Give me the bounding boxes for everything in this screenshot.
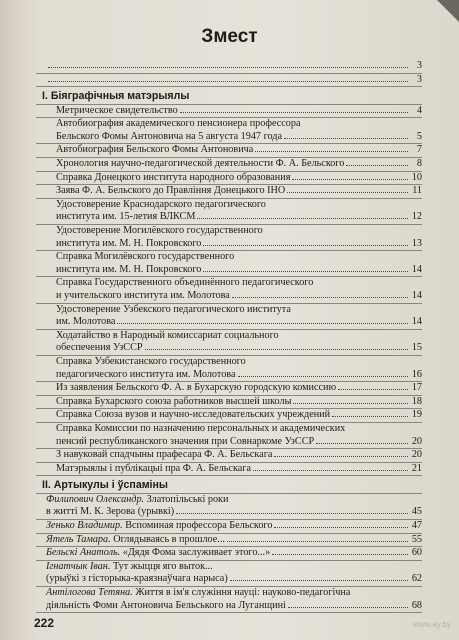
page-title: Змест	[201, 26, 258, 47]
toc-entry	[36, 534, 422, 547]
toc-entry-title: института им. М. Н. Покровского	[56, 263, 202, 275]
toc-entry	[36, 172, 422, 185]
toc-entry-text	[56, 158, 344, 171]
toc-entry-line	[46, 573, 422, 586]
toc-entry-line	[56, 225, 422, 238]
toc-entry	[36, 225, 422, 250]
toc-entry-line	[56, 436, 422, 449]
toc-page-number: 62	[411, 573, 422, 585]
toc-page-number: 18	[411, 395, 422, 407]
toc-entry-title: «Дядя Фома заслуживает этого...»	[122, 547, 271, 559]
toc-entry-text	[46, 534, 225, 547]
toc-entry-line	[46, 74, 422, 87]
toc-entry-text	[56, 225, 263, 238]
toc-page-number: 19	[411, 409, 422, 421]
toc-entry-line	[46, 60, 422, 73]
toc-page-number: 14	[411, 316, 422, 328]
toc-leader-dots	[203, 271, 408, 272]
toc-page-number: 14	[411, 263, 422, 275]
toc-leader-dots	[287, 192, 408, 193]
toc-entry-author: Ігнатчык Іван.	[46, 560, 111, 572]
toc-entry-line	[56, 342, 422, 355]
toc-leader-dots	[274, 456, 408, 457]
toc-entry	[36, 561, 422, 586]
toc-leader-dots	[230, 580, 408, 581]
toc-entry	[36, 520, 422, 533]
toc-entry-line	[56, 316, 422, 329]
toc-entry-text	[56, 463, 251, 476]
toc-entry-text	[56, 449, 272, 462]
toc-entry-author: Ятель Тамара.	[46, 533, 111, 545]
toc-page-number: 3	[416, 73, 422, 85]
toc-page-number: 45	[411, 506, 422, 518]
toc-entry-text	[56, 185, 285, 198]
toc-leader-dots	[346, 165, 408, 166]
toc-entry-line	[56, 463, 422, 476]
toc-entry-title: Справка Комиссии по назначению персональных и академических	[56, 422, 346, 434]
toc-leader-dots	[227, 541, 408, 542]
toc-entry	[36, 105, 422, 118]
toc-entry-line	[56, 158, 422, 171]
toc-entry	[36, 199, 422, 224]
toc-entry-text	[46, 587, 350, 600]
toc-entry-text	[56, 144, 253, 157]
toc-leader-dots	[292, 179, 408, 180]
toc-entry-text	[56, 251, 234, 264]
toc-leader-dots	[293, 403, 408, 404]
toc-entry-title: Бельского Фомы Антоновича на 5 августа 1947 года	[56, 130, 283, 142]
toc-leader-dots	[338, 389, 408, 390]
toc-entry-line	[56, 449, 422, 462]
toc-entry	[36, 587, 422, 612]
toc-entry-text	[56, 330, 279, 343]
toc-entry-line	[56, 199, 422, 212]
toc-entry-text	[56, 290, 230, 303]
toc-entry-line	[56, 185, 422, 198]
toc-entry-title: (урыўкі з гісторыка-краязнаўчага нарыса)	[46, 573, 228, 585]
toc-entry-title: Справка Могилёвского государственного	[56, 251, 235, 263]
toc-leader-dots	[176, 513, 408, 514]
toc-entry-line	[56, 131, 422, 144]
toc-entry-author: Филипович Олександр.	[46, 493, 145, 505]
toc-entry-text	[56, 382, 336, 395]
toc-entry-text	[56, 118, 300, 131]
toc-leader-dots	[253, 470, 408, 471]
toc-page-number: 14	[411, 290, 422, 301]
toc-entry-line	[56, 369, 422, 382]
toc-entry	[36, 60, 422, 73]
toc-entry-text	[56, 304, 291, 317]
toc-entry	[36, 449, 422, 462]
toc-entry	[36, 144, 422, 157]
toc-page-number: 20	[411, 449, 422, 461]
toc-entry-title: Життя в ім'я служіння науці: науково-педагогічна	[135, 586, 351, 598]
toc-entry-line	[56, 105, 422, 118]
toc-entry-title: Ходатайство в Народный комиссариат социального	[56, 329, 279, 341]
toc-entry-title: Справка Государственного объединённого педагогического	[56, 277, 314, 289]
toc-page-number: 20	[411, 435, 422, 447]
toc-entry-line	[56, 238, 422, 251]
toc-entry-line	[56, 423, 422, 436]
toc-entry-line	[46, 520, 422, 533]
toc-entry-text	[46, 547, 270, 560]
toc-leader-dots	[180, 112, 408, 113]
toc-entry-text	[56, 172, 290, 185]
page-corner-shadow	[437, 0, 459, 22]
toc-entry-text	[56, 199, 266, 212]
toc-entry	[36, 304, 422, 329]
toc-leader-dots	[48, 67, 408, 68]
toc-leader-dots	[117, 323, 408, 324]
toc-entry-title: Вспоминая профессора Бельского	[125, 520, 273, 531]
toc-entry	[36, 423, 422, 448]
toc-entry-author: Бельскі Анатоль.	[46, 547, 121, 559]
toc-entry-title: обеспечения УзССР	[56, 342, 143, 354]
toc-entry-title: Автобиография Бельского Фомы Антоновича	[56, 144, 254, 156]
toc-page-number: 8	[416, 158, 422, 170]
toc-separator	[36, 86, 422, 87]
toc-entry-title: Златопільські роки	[146, 493, 229, 505]
toc-separator	[36, 612, 422, 613]
toc-entry-title: Оглядываясь в прошлое...	[113, 533, 225, 545]
toc-leader-dots	[284, 138, 408, 139]
toc-entry-title: и учительского института им. Молотова	[56, 290, 230, 301]
toc-entry-title: Справка Союза вузов и научно-исследовательских учреждений	[56, 409, 331, 421]
toc-page-number: 60	[411, 547, 422, 559]
toc-entry	[36, 494, 422, 519]
toc-page-number: 21	[411, 462, 422, 474]
toc-entry-text	[56, 316, 115, 329]
toc-page-number: 12	[411, 211, 422, 223]
toc-entry-title: Справка Донецкого института народного образования	[56, 171, 291, 183]
toc-entry-author: Антілогова Тетяна.	[46, 586, 133, 598]
toc-entry-text	[56, 342, 143, 355]
toc-entry-title: Матэрыялы і публікацыі пра Ф. А. Бельскага	[56, 462, 251, 474]
toc-entry-title: Хронология научно-педагогической деятельности Ф. А. Бельского	[56, 158, 345, 170]
toc-entry-title: Из заявления Бельского Ф. А. в Бухарскую городскую комиссию	[56, 382, 337, 394]
toc-entry-title: Автобиография академического пенсионера профессора	[56, 118, 301, 130]
toc-entry-line	[56, 172, 422, 185]
toc-entry-text	[56, 409, 330, 422]
toc-entry-title: Удостоверение Краснодарского педагогического	[56, 198, 266, 210]
toc-entry-text	[46, 494, 228, 507]
toc-entry-line	[56, 290, 422, 303]
toc-entry-line	[56, 330, 422, 343]
toc-entry-title: Справка Узбекистанского государственного	[56, 355, 246, 367]
toc-entry-line	[56, 382, 422, 395]
toc-entry-text	[56, 396, 291, 409]
toc-entry-text	[46, 561, 213, 574]
toc-entry	[36, 463, 422, 476]
toc-page-number: 13	[411, 237, 422, 249]
toc-entry-text	[46, 600, 286, 613]
toc-entry	[36, 158, 422, 171]
toc-entry-title: Метрическое свидетельство	[56, 104, 178, 116]
toc-leader-dots	[316, 443, 408, 444]
toc-entry-title: в житті М. К. Зерова (урывкі)	[46, 506, 175, 518]
toc-entry-title: пенсий республиканского значения при Совнаркоме УзССР	[56, 435, 315, 447]
toc-entry	[36, 382, 422, 395]
toc-leader-dots	[288, 607, 408, 608]
toc-entry-text	[46, 506, 174, 519]
toc-page-number: 4	[416, 104, 422, 116]
toc-entry-line	[46, 506, 422, 519]
toc-entry-text	[56, 238, 201, 251]
toc-leader-dots	[332, 416, 408, 417]
toc-leader-dots	[238, 376, 409, 377]
toc-entry-line	[56, 251, 422, 264]
toc-entry-text	[46, 520, 272, 533]
toc-entry-text	[46, 573, 228, 586]
toc-entry-line	[56, 304, 422, 317]
toc-entry-line	[56, 409, 422, 422]
toc-entry	[36, 409, 422, 422]
toc-entry-title: института им. 15-летия ВЛКСМ	[56, 211, 196, 223]
toc-entry	[36, 74, 422, 87]
toc-entry-line	[46, 561, 422, 574]
toc-entry-author: Зенько Владимир.	[46, 520, 123, 531]
toc-entry-title: діяльність Фоми Антоновича Бельського на Луганщині	[46, 599, 286, 611]
toc-page-number: 16	[411, 368, 422, 380]
toc-entry	[36, 251, 422, 276]
toc-entry-text	[56, 264, 201, 277]
toc-entry-text	[56, 423, 345, 436]
toc-leader-dots	[255, 151, 408, 152]
toc-entry-text	[56, 277, 313, 290]
toc-entry-text	[56, 436, 314, 449]
toc-page-number: 15	[411, 342, 422, 354]
toc-leader-dots	[274, 527, 408, 528]
toc-leader-dots	[232, 297, 408, 298]
toc-page-number: 10	[411, 171, 422, 183]
toc-entry-title: им. Молотова	[56, 316, 116, 328]
toc-section-heading: II. Артыкулы і ўспаміны	[42, 479, 168, 492]
page-number: 222	[34, 616, 55, 630]
toc-page-number: 55	[411, 533, 422, 545]
toc-entry-line	[56, 396, 422, 409]
toc-leader-dots	[145, 349, 408, 350]
toc-page-number: 17	[411, 382, 422, 394]
toc-entry	[36, 396, 422, 409]
toc-entry-line	[56, 277, 422, 290]
toc-entry	[36, 356, 422, 381]
toc-entry	[36, 185, 422, 198]
toc-page-number: 68	[411, 599, 422, 611]
toc-entry-text	[56, 131, 282, 144]
toc-entry-title: Удостоверение Могилёвского государственного	[56, 225, 263, 237]
toc-entry-line	[46, 547, 422, 560]
table-of-contents	[36, 60, 422, 613]
toc-entry-line	[56, 211, 422, 224]
watermark: www.ay.by	[413, 620, 451, 629]
toc-page-number: 47	[411, 520, 422, 531]
toc-page-number: 11	[412, 185, 422, 197]
toc-entry-line	[56, 264, 422, 277]
toc-entry-text	[56, 105, 178, 118]
toc-entry-text	[56, 356, 246, 369]
toc-leader-dots	[272, 554, 408, 555]
toc-entry	[36, 547, 422, 560]
toc-entry	[36, 277, 422, 302]
toc-entry-title: Справка Бухарского союза работников высшей школы	[56, 395, 292, 407]
toc-entry	[36, 118, 422, 143]
toc-leader-dots	[197, 218, 408, 219]
toc-page-number: 7	[416, 144, 422, 156]
toc-entry-title: Удостоверение Узбекского педагогического института	[56, 303, 291, 315]
toc-entry-title: педагогического института им. Молотова	[56, 368, 236, 380]
toc-entry-line	[46, 494, 422, 507]
toc-entry-line	[56, 356, 422, 369]
toc-entry-line	[46, 600, 422, 613]
toc-entry-text	[56, 369, 236, 382]
toc-entry-line	[56, 118, 422, 131]
toc-leader-dots	[48, 81, 408, 82]
toc-entry-title: Тут жыцця яго выток...	[112, 560, 213, 572]
toc-entry-text	[56, 211, 195, 224]
toc-entry	[36, 330, 422, 355]
toc-entry-line	[46, 534, 422, 547]
toc-section-heading: I. Біяграфічныя матэрыялы	[42, 90, 190, 103]
toc-entry-title: института им. М. Н. Покровского	[56, 237, 202, 249]
toc-entry-line	[46, 587, 422, 600]
toc-page-number: 3	[416, 60, 422, 71]
toc-leader-dots	[203, 245, 408, 246]
toc-entry-title: З навуковай спадчыны прафесара Ф. А. Бельскага	[56, 449, 273, 461]
toc-entry-title: Заява Ф. А. Бельского до Правління Донецького ІНО	[56, 185, 286, 197]
toc-separator	[36, 475, 422, 476]
toc-page-number: 5	[416, 130, 422, 142]
toc-entry-line	[56, 144, 422, 157]
